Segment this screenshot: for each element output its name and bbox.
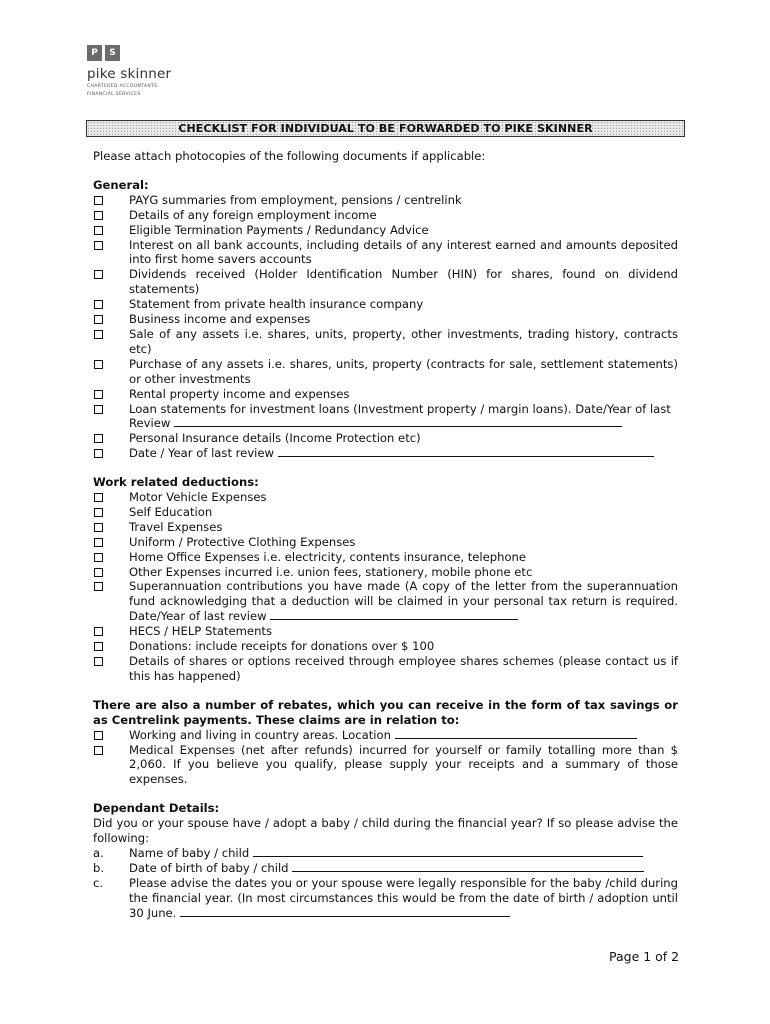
checklist-item bbox=[93, 490, 678, 505]
item-text: Donations: include receipts for donations over $ 100 bbox=[129, 639, 435, 654]
checkbox[interactable] bbox=[94, 538, 103, 547]
checklist-item bbox=[93, 267, 678, 297]
child-name-field[interactable] bbox=[253, 846, 643, 857]
item-text: Superannuation contributions you have made (A copy of the letter from the superannuation fund acknowledging that a deduction will be claimed in your personal tax return is required. Date/Year of last review bbox=[129, 579, 678, 624]
checkbox[interactable] bbox=[94, 300, 103, 309]
checkbox[interactable] bbox=[94, 508, 103, 517]
item-letter: b. bbox=[93, 860, 105, 875]
item-text: Travel Expenses bbox=[129, 519, 223, 534]
logo-subtitle-2: FINANCIAL SERVICES bbox=[87, 92, 141, 97]
checkbox[interactable] bbox=[94, 582, 103, 591]
item-text: Dividends received (Holder Identification Number (HIN) for shares, found on dividend statements) bbox=[129, 267, 678, 297]
checklist-item bbox=[93, 565, 678, 580]
checkbox[interactable] bbox=[94, 196, 103, 205]
checklist-item bbox=[93, 505, 678, 520]
checkbox[interactable] bbox=[94, 226, 103, 235]
checkbox[interactable] bbox=[94, 493, 103, 502]
item-text: Uniform / Protective Clothing Expenses bbox=[129, 534, 356, 549]
checklist-item bbox=[93, 550, 678, 565]
general-list bbox=[93, 193, 678, 461]
checkbox[interactable] bbox=[94, 568, 103, 577]
item-text: Eligible Termination Payments / Redundancy Advice bbox=[129, 222, 429, 237]
checklist-item bbox=[93, 208, 678, 223]
dependant-item bbox=[93, 876, 678, 921]
item-text: Personal Insurance details (Income Protection etc) bbox=[129, 431, 421, 446]
checkbox[interactable] bbox=[94, 657, 103, 666]
rebates-list bbox=[93, 728, 678, 788]
item-text: Date of birth of baby / child bbox=[129, 860, 289, 875]
checkbox[interactable] bbox=[94, 434, 103, 443]
rebates-intro: There are also a number of rebates, which you can receive in the form of tax savings or as Centrelink payments. These claims are in relation to: bbox=[93, 697, 678, 727]
item-text: Medical Expenses (net after refunds) incurred for yourself or family totalling more than $ 2,060. If you believe you qualify, please supply your receipts and a summary of those expenses. bbox=[129, 742, 678, 787]
checkbox[interactable] bbox=[94, 642, 103, 651]
item-text: Motor Vehicle Expenses bbox=[129, 490, 267, 505]
item-text: HECS / HELP Statements bbox=[129, 624, 273, 639]
title-banner bbox=[86, 120, 685, 137]
page-number: Page 1 of 2 bbox=[609, 949, 680, 964]
item-text: Self Education bbox=[129, 504, 213, 519]
logo-name: pike skinner bbox=[87, 66, 172, 82]
checklist-item bbox=[93, 327, 678, 357]
item-text: Please advise the dates you or your spouse were legally responsible for the baby /child during the financial year. (In most circumstances this would be from the date of birth / adoption until 30 June. bbox=[129, 875, 678, 920]
checkbox[interactable] bbox=[94, 241, 103, 250]
item-text: Loan statements for investment loans (Investment property / margin loans). Date/Year of last Review bbox=[129, 401, 671, 431]
item-text: Rental property income and expenses bbox=[129, 386, 350, 401]
checklist-item bbox=[93, 431, 678, 446]
item-text: PAYG summaries from employment, pensions / centrelink bbox=[129, 192, 462, 207]
item-text: Details of any foreign employment income bbox=[129, 207, 377, 222]
checkbox[interactable] bbox=[94, 270, 103, 279]
page-title: CHECKLIST FOR INDIVIDUAL TO BE FORWARDED TO PIKE SKINNER bbox=[178, 122, 593, 135]
item-text: Home Office Expenses i.e. electricity, contents insurance, telephone bbox=[129, 549, 527, 564]
dependant-intro: Did you or your spouse have / adopt a baby / child during the financial year? If so please advise the following: bbox=[93, 816, 678, 846]
intro-text: Please attach photocopies of the following documents if applicable: bbox=[93, 149, 486, 163]
checkbox[interactable] bbox=[94, 627, 103, 636]
checklist-item bbox=[93, 639, 678, 654]
checklist-item bbox=[93, 357, 678, 387]
item-text: Interest on all bank accounts, including details of any interest earned and amounts deposited into first home savers accounts bbox=[129, 237, 678, 267]
item-text: Business income and expenses bbox=[129, 312, 311, 327]
checklist-item bbox=[93, 297, 678, 312]
checkbox[interactable] bbox=[94, 523, 103, 532]
review-date-field[interactable] bbox=[174, 416, 622, 427]
checkbox[interactable] bbox=[94, 449, 103, 458]
item-text: Sale of any assets i.e. shares, units, property, other investments, trading history, contracts etc) bbox=[129, 326, 678, 356]
item-letter: a. bbox=[93, 845, 104, 860]
checkbox[interactable] bbox=[94, 731, 103, 740]
dependant-list bbox=[93, 846, 678, 921]
checkbox[interactable] bbox=[94, 315, 103, 324]
logo-mark bbox=[87, 45, 171, 61]
checklist-item bbox=[93, 387, 678, 402]
item-letter: c. bbox=[93, 875, 104, 890]
location-field[interactable] bbox=[395, 728, 637, 739]
checklist-item bbox=[93, 743, 678, 788]
item-text: Date / Year of last review bbox=[129, 446, 275, 461]
pike-skinner-logo bbox=[87, 45, 171, 98]
checklist-item bbox=[93, 193, 678, 208]
checklist-item bbox=[93, 579, 678, 624]
logo-box-s: S bbox=[105, 45, 120, 61]
logo-box-p: P bbox=[87, 45, 102, 61]
checkbox[interactable] bbox=[94, 405, 103, 414]
dependant-heading: Dependant Details: bbox=[93, 801, 220, 816]
super-review-date-field[interactable] bbox=[270, 609, 518, 620]
checkbox[interactable] bbox=[94, 553, 103, 562]
checkbox[interactable] bbox=[94, 746, 103, 755]
item-text: Other Expenses incurred i.e. union fees, stationery, mobile phone etc bbox=[129, 564, 533, 579]
work-deductions-heading: Work related deductions: bbox=[93, 475, 259, 490]
checklist-item bbox=[93, 520, 678, 535]
checklist-item bbox=[93, 312, 678, 327]
dependant-item bbox=[93, 846, 678, 861]
checklist-item bbox=[93, 535, 678, 550]
dependant-item bbox=[93, 861, 678, 876]
checklist-item bbox=[93, 402, 678, 432]
item-text: Name of baby / child bbox=[129, 845, 250, 860]
last-review-field[interactable] bbox=[278, 446, 654, 457]
item-text: Statement from private health insurance company bbox=[129, 297, 424, 312]
checkbox[interactable] bbox=[94, 390, 103, 399]
item-text: Details of shares or options received through employee shares schemes (please contact us if this has happened) bbox=[129, 654, 678, 683]
checklist-item bbox=[93, 654, 678, 684]
checklist-item bbox=[93, 624, 678, 639]
logo-subtitle-1: CHARTERED ACCOUNTANTS bbox=[87, 84, 158, 89]
checklist-body bbox=[93, 149, 678, 921]
checklist-item bbox=[93, 728, 678, 743]
item-text: Purchase of any assets i.e. shares, units, property (contracts for sale, settlement statements) or other investments bbox=[129, 356, 678, 386]
work-deductions-list bbox=[93, 490, 678, 684]
child-dob-field[interactable] bbox=[292, 861, 644, 872]
checkbox[interactable] bbox=[94, 330, 103, 339]
item-text: Working and living in country areas. Location bbox=[129, 727, 391, 742]
general-heading: General: bbox=[93, 177, 149, 192]
responsibility-dates-field[interactable] bbox=[180, 906, 510, 917]
checkbox[interactable] bbox=[94, 211, 103, 220]
checklist-item bbox=[93, 223, 678, 238]
checklist-item bbox=[93, 446, 678, 461]
checklist-item bbox=[93, 238, 678, 268]
checkbox[interactable] bbox=[94, 360, 103, 369]
